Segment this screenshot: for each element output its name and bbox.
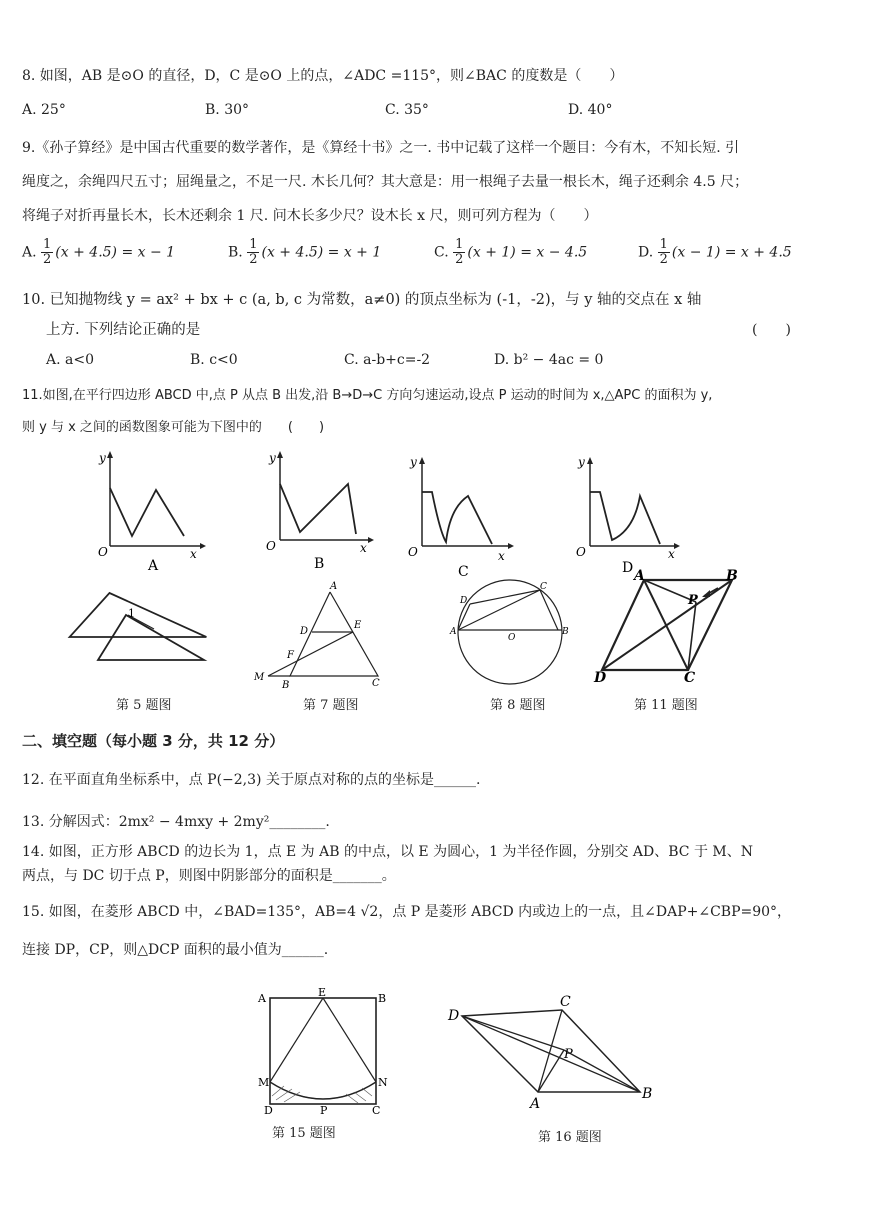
q8-option-d: D. 40° bbox=[568, 102, 613, 118]
caption-fig11: 第 11 题图 bbox=[634, 698, 698, 713]
graph-b bbox=[258, 448, 378, 572]
svg-text:x: x bbox=[668, 547, 675, 561]
svg-text:N: N bbox=[378, 1076, 388, 1089]
figure-15 bbox=[254, 986, 394, 1120]
q8-option-a: A. 25° bbox=[22, 102, 66, 118]
svg-text:O: O bbox=[508, 633, 516, 643]
svg-text:A: A bbox=[330, 581, 338, 592]
svg-text:E: E bbox=[318, 986, 327, 999]
svg-text:B: B bbox=[642, 1086, 653, 1102]
svg-text:F: F bbox=[287, 650, 294, 661]
figure-11 bbox=[592, 566, 752, 686]
caption-fig5: 第 5 题图 bbox=[116, 698, 172, 713]
q10-line1: 10. 已知抛物线 y = ax² + bx + c (a, b, c 为常数，a≠0) 的顶点坐标为 (-1，-2)，与 y 轴的交点在 x 轴 bbox=[22, 292, 702, 308]
svg-text:B: B bbox=[282, 680, 290, 690]
q11-line2: 则 y 与 x 之间的函数图象可能为下图中的 ( ) bbox=[22, 420, 325, 435]
fraction: $\frac{1}{2}$ bbox=[43, 237, 52, 267]
svg-text:A: A bbox=[634, 568, 645, 584]
svg-text:O: O bbox=[266, 539, 276, 553]
svg-text:A: A bbox=[258, 992, 266, 1005]
q14-line1: 14. 如图，正方形 ABCD 的边长为 1，点 E 为 AB 的中点，以 E 为圆心，1 为半径作圆，分别交 AD、BC 于 M、N bbox=[22, 844, 753, 860]
figure-8 bbox=[448, 578, 578, 688]
svg-text:M: M bbox=[254, 672, 265, 683]
svg-text:y: y bbox=[99, 451, 106, 465]
q10-option-a: A. a<0 bbox=[46, 352, 94, 368]
graph-c bbox=[402, 452, 522, 576]
caption-fig8: 第 8 题图 bbox=[490, 698, 546, 713]
svg-text:P: P bbox=[688, 593, 698, 608]
svg-text:C: C bbox=[372, 1104, 381, 1117]
svg-text:B: B bbox=[378, 992, 387, 1005]
q9-option-d: D. $\frac{1}{2}$ (x − 1) = x + 4.5 bbox=[638, 237, 792, 267]
svg-text:B: B bbox=[562, 627, 569, 637]
graph-d bbox=[570, 452, 690, 572]
q9-line2: 绳度之，余绳四尺五寸；屈绳量之，不足一尺. 木长几何？其大意是：用一根绳子去量一根长木，绳子还剩余 4.5 尺； bbox=[22, 174, 749, 190]
svg-text:P: P bbox=[564, 1047, 573, 1062]
svg-text:O: O bbox=[408, 545, 418, 559]
q9-option-c: C. $\frac{1}{2}$ (x + 1) = x − 4.5 bbox=[434, 237, 588, 267]
q15-line1: 15. 如图，在菱形 ABCD 中，∠BAD=135°，AB=4 √2，点 P 是菱形 ABCD 内或边上的一点，且∠DAP+∠CBP=90°， bbox=[22, 904, 792, 920]
svg-text:x: x bbox=[360, 541, 367, 555]
caption-fig7: 第 7 题图 bbox=[303, 698, 359, 713]
svg-text:C: C bbox=[684, 670, 696, 686]
q8-stem: 8. 如图，AB 是⊙O 的直径，D，C 是⊙O 上的点，∠ADC =115°，则∠BAC 的度数是（ ） bbox=[22, 68, 624, 84]
section-2-title: 二、填空题（每小题 3 分，共 12 分） bbox=[22, 732, 285, 750]
q8-option-c: C. 35° bbox=[385, 102, 429, 118]
q9-line1: 9.《孙子算经》是中国古代重要的数学著作，是《算经十书》之一. 书中记载了这样一个题目：今有木，不知长短. 引 bbox=[22, 140, 740, 156]
svg-text:C: C bbox=[372, 678, 380, 689]
q9-option-b: B. $\frac{1}{2}$ (x + 4.5) = x + 1 bbox=[228, 237, 382, 267]
q11-line1: 11.如图,在平行四边形 ABCD 中,点 P 从点 B 出发,沿 B→D→C 方向匀速运动,设点 P 运动的时间为 x,△APC 的面积为 y, bbox=[22, 388, 713, 403]
svg-text:C: C bbox=[458, 564, 469, 576]
q10-option-d: D. b² − 4ac = 0 bbox=[494, 352, 604, 368]
q10-option-b: B. c<0 bbox=[190, 352, 238, 368]
fraction: $\frac{1}{2}$ bbox=[249, 237, 258, 267]
fraction: $\frac{1}{2}$ bbox=[659, 237, 668, 267]
svg-text:O: O bbox=[576, 545, 586, 559]
svg-text:A: A bbox=[530, 1096, 541, 1112]
q10-option-c: C. a-b+c=-2 bbox=[344, 352, 431, 368]
svg-text:D: D bbox=[264, 1104, 273, 1117]
svg-text:E: E bbox=[354, 620, 362, 631]
caption-fig16: 第 16 题图 bbox=[538, 1130, 602, 1145]
svg-text:D: D bbox=[622, 560, 634, 572]
svg-text:B: B bbox=[314, 556, 325, 572]
figure-5 bbox=[62, 585, 212, 665]
svg-text:D: D bbox=[448, 1008, 460, 1024]
svg-text:x: x bbox=[190, 547, 197, 561]
svg-text:y: y bbox=[578, 455, 585, 469]
svg-text:A: A bbox=[450, 627, 457, 637]
svg-text:C: C bbox=[540, 582, 547, 592]
svg-text:D: D bbox=[594, 670, 607, 686]
svg-text:B: B bbox=[726, 568, 738, 584]
q8-option-b: B. 30° bbox=[205, 102, 250, 118]
figure-7 bbox=[250, 580, 390, 690]
q9-option-a: A. $\frac{1}{2}$ (x + 4.5) = x − 1 bbox=[22, 237, 176, 267]
q12-text: 12. 在平面直角坐标系中，点 P(−2,3) 关于原点对称的点的坐标是______. bbox=[22, 772, 481, 788]
caption-fig15: 第 15 题图 bbox=[272, 1126, 336, 1141]
q10-line2: 上方. 下列结论正确的是 bbox=[46, 322, 201, 338]
q13-text: 13. 分解因式：2mx² − 4mxy + 2my²________. bbox=[22, 814, 330, 830]
svg-text:A: A bbox=[148, 558, 159, 572]
graph-a bbox=[90, 448, 210, 572]
svg-text:D: D bbox=[300, 626, 309, 637]
q9-line3: 将绳子对折再量长木，长木还剩余 1 尺. 问木长多少尺？设木长 x 尺，则可列方程为（ ） bbox=[22, 208, 598, 224]
fraction: $\frac{1}{2}$ bbox=[455, 237, 464, 267]
svg-text:D: D bbox=[460, 596, 468, 606]
svg-text:x: x bbox=[498, 549, 505, 563]
svg-text:y: y bbox=[410, 455, 417, 469]
q10-paren: ( ) bbox=[752, 322, 791, 338]
svg-text:P: P bbox=[320, 1104, 328, 1117]
svg-text:C: C bbox=[560, 994, 571, 1010]
figure-16 bbox=[444, 994, 664, 1114]
q15-line2: 连接 DP，CP，则△DCP 面积的最小值为______. bbox=[22, 942, 329, 958]
q14-line2: 两点，与 DC 切于点 P，则图中阴影部分的面积是_______。 bbox=[22, 868, 396, 884]
svg-text:M: M bbox=[258, 1076, 270, 1089]
svg-text:1: 1 bbox=[128, 607, 135, 620]
svg-text:y: y bbox=[269, 451, 276, 465]
svg-text:O: O bbox=[98, 545, 108, 559]
